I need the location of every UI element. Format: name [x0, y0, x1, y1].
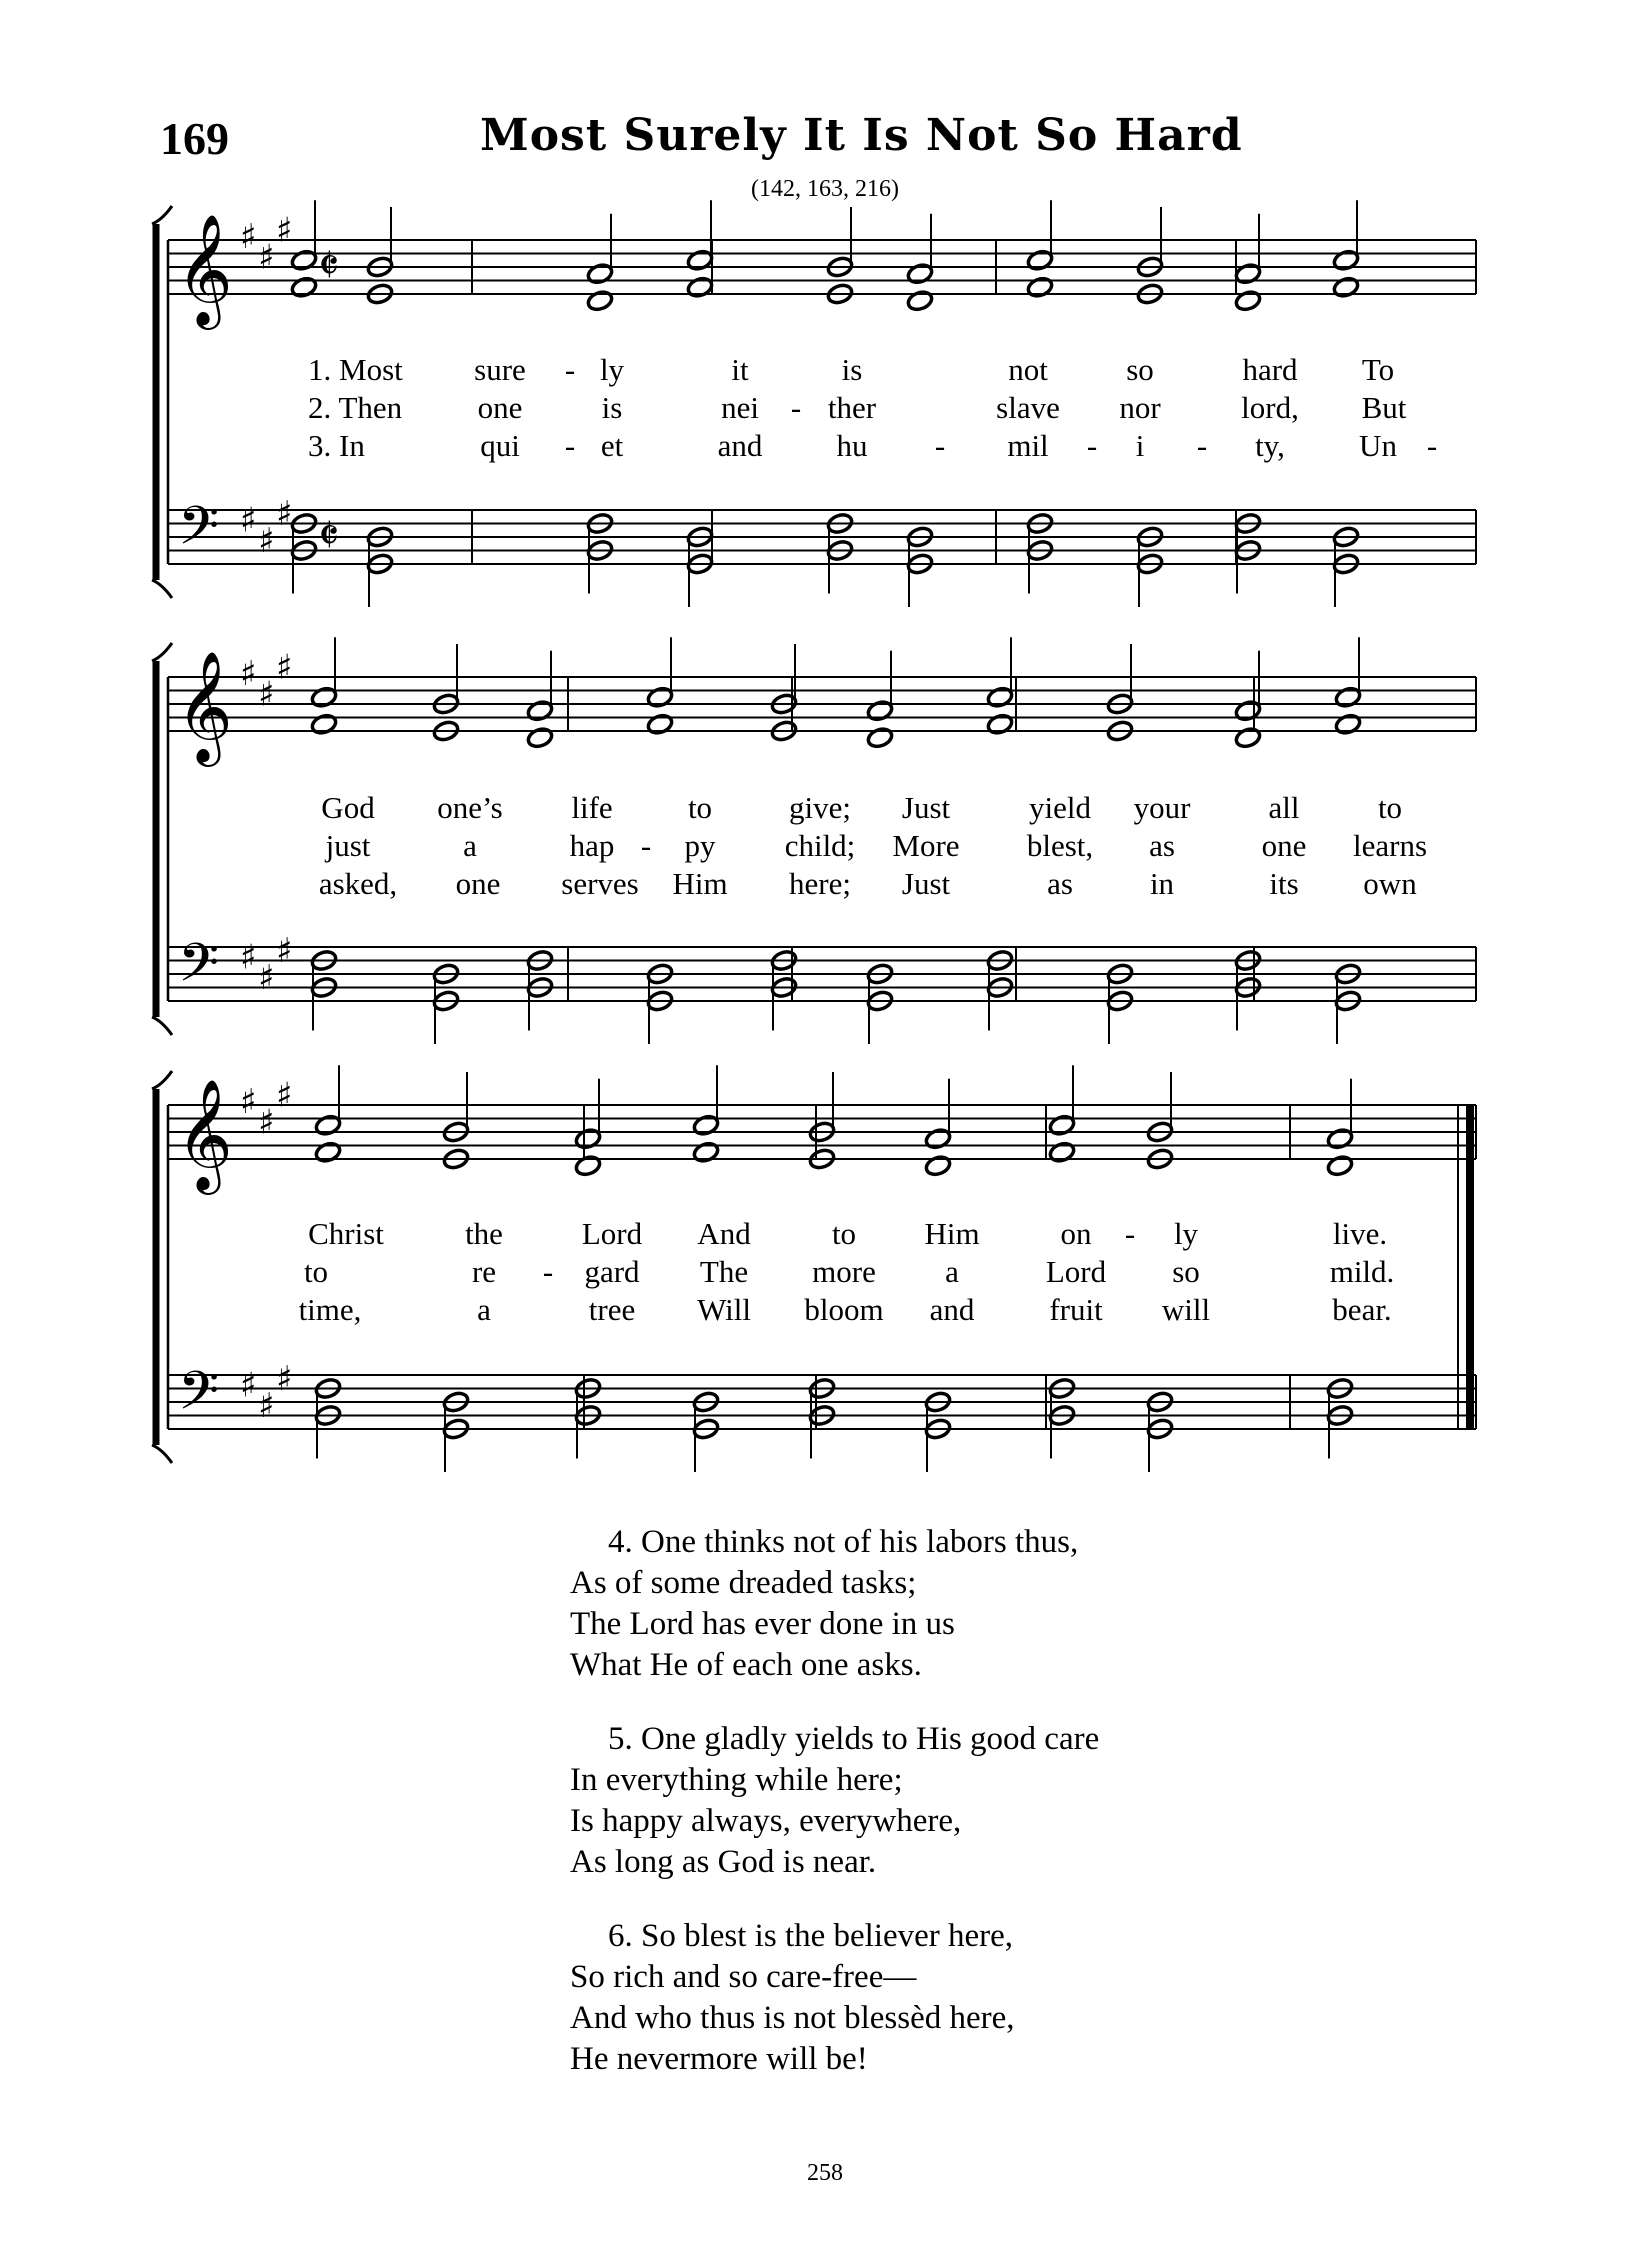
bass-clef-icon: 𝄢	[178, 496, 220, 570]
sharp-icon: ♯	[276, 647, 293, 688]
sharp-icon: ♯	[276, 493, 293, 534]
lyric-syllable: to	[687, 790, 713, 825]
sharp-icon: ♯	[276, 1358, 293, 1399]
verse-line: In everything while here;	[570, 1762, 903, 1798]
lyric-syllable: learns	[1352, 828, 1428, 863]
verse-line: Is happy always, everywhere,	[570, 1803, 962, 1839]
lyric-syllable: 1. Most	[308, 352, 403, 387]
lyric-syllable: Christ	[308, 1216, 384, 1251]
lyric-syllable: To	[1361, 352, 1395, 387]
lyric-syllable: fruit	[1049, 1292, 1103, 1327]
verse-line: 5. One gladly yields to His good care	[608, 1721, 1100, 1757]
sharp-icon: ♯	[240, 654, 257, 694]
note-head	[1326, 1127, 1354, 1150]
note-head	[866, 699, 894, 722]
lyric-syllable: a	[945, 1254, 959, 1289]
note-head	[924, 1127, 952, 1150]
note-head	[1048, 1141, 1076, 1164]
lyric-syllable: own	[1363, 866, 1417, 901]
lyric-syllable: tree	[588, 1292, 636, 1327]
note-head	[310, 713, 338, 736]
lyric-syllable: one	[477, 390, 523, 425]
sharp-icon: ♯	[258, 1102, 275, 1143]
verse-line: What He of each one asks.	[570, 1647, 922, 1683]
lyric-syllable: i	[1135, 428, 1145, 463]
lyric-syllable: just	[325, 828, 371, 863]
sharp-icon: ♯	[258, 520, 275, 561]
lyric-syllable: yield	[1029, 790, 1091, 825]
lyric-hyphen: -	[1124, 1216, 1136, 1251]
note-head	[526, 726, 554, 749]
lyric-hyphen: -	[1196, 428, 1208, 463]
lyric-syllable: to	[831, 1216, 857, 1251]
lyric-syllable: And	[697, 1216, 751, 1251]
sharp-icon: ♯	[240, 1365, 257, 1406]
lyric-syllable: in	[1149, 866, 1175, 901]
lyric-syllable: The	[699, 1254, 749, 1289]
lyric-syllable: blest,	[1026, 828, 1094, 863]
lyric-syllable: re	[471, 1254, 497, 1289]
lyric-syllable: lord,	[1241, 390, 1299, 425]
note-head	[1234, 699, 1262, 722]
lyric-syllable: your	[1133, 790, 1191, 825]
lyric-syllable: mild.	[1329, 1254, 1395, 1289]
lyric-syllable: bloom	[804, 1292, 884, 1327]
bass-clef-icon: 𝄢	[178, 933, 220, 1007]
lyric-syllable: one	[1261, 828, 1307, 863]
lyric-syllable: hard	[1242, 352, 1298, 387]
tune-references: (142, 163, 216)	[751, 176, 899, 202]
lyric-syllable: one	[455, 866, 501, 901]
lyric-syllable: child;	[784, 828, 856, 863]
bracket-bottom	[152, 580, 172, 598]
cut-time-icon: 𝄵	[318, 508, 340, 564]
lyric-syllable: hu	[836, 428, 868, 463]
lyric-hyphen: -	[934, 428, 946, 463]
lyric-syllable: all	[1268, 790, 1300, 825]
sharp-icon: ♯	[240, 500, 257, 541]
note-head	[310, 686, 338, 709]
verse-line: So rich and so care-free—	[570, 1959, 917, 1995]
note-head	[526, 699, 554, 722]
note-head	[906, 262, 934, 285]
lyric-syllable: to	[303, 1254, 329, 1289]
lyric-syllable: hap	[569, 828, 615, 863]
note-head	[646, 713, 674, 736]
bracket-bottom	[152, 1017, 172, 1035]
lyric-hyphen: -	[1086, 428, 1098, 463]
lyric-syllable: Him	[924, 1216, 980, 1251]
lyric-syllable: the	[465, 1216, 503, 1251]
additional-verses	[570, 1522, 1099, 2113]
lyric-syllable: and	[717, 428, 763, 463]
stanza-4	[570, 1522, 1099, 1686]
note-head	[1026, 276, 1054, 299]
cut-time-icon: 𝄵	[318, 238, 340, 294]
sharp-icon: ♯	[258, 237, 275, 278]
lyric-syllable: sure	[474, 352, 526, 387]
bracket-top	[152, 206, 172, 224]
lyric-hyphen: -	[542, 1254, 554, 1289]
sharp-icon: ♯	[240, 1082, 257, 1122]
lyric-hyphen: -	[1426, 428, 1438, 463]
sharp-icon: ♯	[240, 217, 257, 257]
note-head	[290, 249, 318, 272]
treble-clef-icon: 𝄞	[176, 213, 233, 325]
lyric-syllable: not	[1008, 352, 1048, 387]
note-head	[314, 1114, 342, 1137]
lyric-hyphen: -	[640, 828, 652, 863]
note-head	[586, 289, 614, 312]
hymn-number: 169	[160, 113, 229, 164]
lyric-syllable: time,	[298, 1292, 362, 1327]
note-head	[1332, 249, 1360, 272]
lyric-syllable: But	[1361, 390, 1407, 425]
lyric-syllable: a	[463, 828, 477, 863]
lyric-syllable: more	[812, 1254, 876, 1289]
verse-line: He nevermore will be!	[570, 2041, 868, 2077]
lyric-syllable: Just	[901, 866, 951, 901]
lyric-syllable: nei	[721, 390, 759, 425]
page-number: 258	[807, 2160, 843, 2186]
lyric-syllable: mil	[1007, 428, 1049, 463]
bracket-top	[152, 1071, 172, 1089]
verse-line: The Lord has ever done in us	[570, 1606, 955, 1642]
lyric-syllable: is	[601, 390, 623, 425]
stanza-6	[570, 1916, 1099, 2080]
note-head	[1326, 1154, 1354, 1177]
lyric-syllable: a	[477, 1292, 491, 1327]
note-head	[692, 1114, 720, 1137]
lyric-syllable: is	[841, 352, 863, 387]
lyric-syllable: life	[571, 790, 613, 825]
lyric-syllable: it	[731, 352, 749, 387]
verse-line: 4. One thinks not of his labors thus,	[608, 1524, 1079, 1560]
lyric-syllable: so	[1172, 1254, 1200, 1289]
bracket-top	[152, 643, 172, 661]
final-bar	[1466, 1105, 1474, 1429]
lyric-syllable: its	[1269, 866, 1299, 901]
lyric-syllable: as	[1047, 866, 1073, 901]
note-head	[574, 1127, 602, 1150]
lyric-syllable: ther	[827, 390, 877, 425]
lyric-syllable: et	[600, 428, 624, 463]
lyric-syllable: qui	[480, 428, 520, 463]
lyric-syllable: Will	[697, 1292, 751, 1327]
treble-clef-icon: 𝄞	[176, 650, 233, 762]
verse-line: As of some dreaded tasks;	[570, 1565, 917, 1601]
note-head	[1334, 713, 1362, 736]
lyric-syllable: Him	[672, 866, 728, 901]
note-head	[1234, 289, 1262, 312]
sharp-icon: ♯	[276, 210, 293, 251]
note-head	[866, 726, 894, 749]
bass-clef-icon: 𝄢	[178, 1361, 220, 1435]
sharp-icon: ♯	[258, 957, 275, 998]
note-head	[986, 713, 1014, 736]
sharp-icon: ♯	[276, 930, 293, 971]
lyric-syllable: live.	[1332, 1216, 1388, 1251]
note-head	[646, 686, 674, 709]
note-head	[686, 276, 714, 299]
note-head	[1048, 1114, 1076, 1137]
lyric-syllable: so	[1126, 352, 1154, 387]
lyric-hyphen: -	[564, 352, 576, 387]
lyric-syllable: as	[1149, 828, 1175, 863]
lyric-syllable: Lord	[581, 1216, 643, 1251]
note-head	[1234, 726, 1262, 749]
lyric-syllable: ly	[599, 352, 625, 387]
lyric-syllable: 3. In	[308, 428, 365, 463]
lyric-syllable: one’s	[437, 790, 503, 825]
lyric-syllable: 2. Then	[308, 390, 403, 425]
lyric-syllable: here;	[789, 866, 851, 901]
lyric-syllable: will	[1161, 1292, 1211, 1327]
lyric-syllable: and	[929, 1292, 975, 1327]
lyric-syllable: give;	[789, 790, 851, 825]
lyric-syllable: py	[684, 828, 716, 863]
note-head	[686, 249, 714, 272]
lyric-syllable: asked,	[318, 866, 398, 901]
treble-clef-icon: 𝄞	[176, 1078, 233, 1190]
sharp-icon: ♯	[240, 937, 257, 978]
lyric-syllable: serves	[561, 866, 639, 901]
lyric-syllable: nor	[1119, 390, 1161, 425]
verse-line: And who thus is not blessèd here,	[570, 2000, 1015, 2036]
note-head	[986, 686, 1014, 709]
note-head	[1234, 262, 1262, 285]
lyric-hyphen: -	[790, 390, 802, 425]
note-head	[586, 262, 614, 285]
stanza-5	[570, 1719, 1099, 1883]
lyric-syllable: gard	[584, 1254, 640, 1289]
lyric-syllable: on	[1060, 1216, 1092, 1251]
hymn-title: Most Surely It Is Not So Hard	[480, 110, 1243, 161]
bracket-bottom	[152, 1445, 172, 1463]
note-head	[924, 1154, 952, 1177]
note-head	[692, 1141, 720, 1164]
lyric-syllable: Just	[901, 790, 951, 825]
lyric-syllable: ty,	[1255, 428, 1285, 463]
note-head	[906, 289, 934, 312]
lyric-syllable: More	[892, 828, 960, 863]
lyric-syllable: Lord	[1045, 1254, 1107, 1289]
lyric-syllable: to	[1377, 790, 1403, 825]
verse-line: As long as God is near.	[570, 1844, 877, 1880]
lyric-syllable: God	[321, 790, 375, 825]
sharp-icon: ♯	[276, 1075, 293, 1116]
note-head	[1026, 249, 1054, 272]
verse-line: 6. So blest is the believer here,	[608, 1918, 1014, 1954]
sharp-icon: ♯	[258, 674, 275, 715]
note-head	[314, 1141, 342, 1164]
sharp-icon: ♯	[258, 1385, 275, 1426]
lyric-syllable: bear.	[1332, 1292, 1392, 1327]
note-head	[574, 1154, 602, 1177]
note-head	[1334, 686, 1362, 709]
lyric-hyphen: -	[564, 428, 576, 463]
note-head	[1332, 276, 1360, 299]
lyric-syllable: ly	[1173, 1216, 1199, 1251]
note-head	[290, 276, 318, 299]
lyric-syllable: slave	[996, 390, 1060, 425]
lyric-syllable: Un	[1359, 428, 1397, 463]
